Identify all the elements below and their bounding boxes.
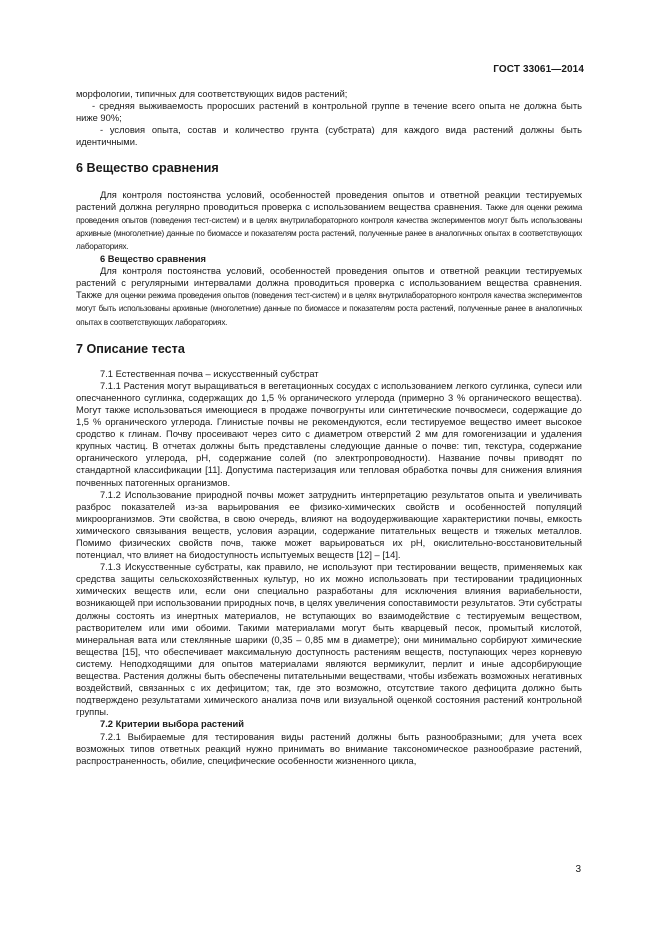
spacer bbox=[76, 175, 582, 189]
subsection-heading-7-2: 7.2 Критерии выбора растений bbox=[100, 719, 245, 730]
paragraph-7-1-1: 7.1.1 Растения могут выращиваться в вегетационных сосудах с использованием легкого суглинка, супеси или опесчаненного суглинка, содержащих до 1,5 % органического углерода (примерно 3 % органического вещества). Могут также использоваться имеющиеся в продаже почвогрунты или синтетические почвосмеси, содержащие до 1,5 % органического углерода. Глинистые почвы не рекомендуются, если тестируемое вещество имеет высокое сродство к глинам. Почву просеивают через сито с диаметром отверстий 2 мм для гомогенизации и удаления крупных частиц. В отчетах должны быть представлены следующие данные о почве: тип, текстура, содержание органического углерода, рН, содержание солей (по электропроводности). Название почвы приводят по стандартной классификации [11]. Допустима пастеризация или тепловая обработка почвы для снижения влияния почвенных патогенных организмов. bbox=[76, 380, 582, 488]
paragraph-morphology: морфологии, типичных для соответствующих видов растений; bbox=[76, 89, 348, 99]
section-heading-6-repeat: 6 Вещество сравнения bbox=[100, 254, 206, 265]
paragraph-7-2-1: 7.2.1 Выбираемые для тестирования виды растений должны быть разнообразными; для учета всех возможных типов ответных реакций нужно принимать во внимание таксономическое разнообразие растений, распространенность, обилие, специфические особенности жизненного цикла, bbox=[76, 731, 582, 766]
section-6-text-condensed: Также для оценки режима проведения опытов (поведения тест-систем) и в целях внутрилабораторного контроля качества экспериментов могут быть использованы архивные (многолетние) данные по биомассе и показателям роста растений, полученные ранее в аналогичных опытах в соответствующих лабораториях. bbox=[76, 202, 582, 251]
section-6-repeat-text-condensed: для оценки режима проведения опытов (поведения тест-систем) и в целях внутрилабораторного контроля качества экспериментов могут быть использованы архивные (многолетние) данные по биомассе и показателям роста растений, полученные ранее в аналогичных опытах в соответствующих лабораториях. bbox=[76, 291, 582, 327]
spacer bbox=[76, 329, 582, 343]
paragraph-survival: - средняя выживаемость проросших растений в контрольной группе в течение всего опыта не должна быть ниже 90%; bbox=[76, 101, 582, 124]
spacer bbox=[76, 148, 582, 162]
page-number: 3 bbox=[575, 864, 581, 875]
section-6-repeat-text-normal: Для контроля постоянства условий, особенностей проведения опытов и ответной реакции тестируемых растений с регулярными интервалами должна проводиться проверка с использованием вещества сравнения. Также bbox=[76, 266, 582, 301]
document-code-header: ГОСТ 33061—2014 bbox=[493, 64, 584, 75]
paragraph-conditions: - условия опыта, состав и количество грунта (субстрата) для каждого вида растений должны быть идентичными. bbox=[76, 125, 582, 148]
section-6-repeat-paragraph bbox=[76, 265, 582, 328]
paragraph-7-1-2: 7.1.2 Использование природной почвы может затруднить интерпретацию результатов опыта и увеличивать разброс показателей из-за варьирования ее физико-химических свойств и особенностей популяций микроорганизмов. Эти свойства, в свою очередь, влияют на водоудерживающие характеристики почвы, емкость химического связывания веществ, условия аэрации, содержание питательных веществ и тяжелых металлов. Помимо физических свойств почв, также может варьироваться их рН, окислительно-восстановительный потенциал, что влияет на биодоступность испытуемых веществ [12] – [14]. bbox=[76, 489, 582, 561]
subsection-7-1: 7.1 Естественная почва – искусственный субстрат bbox=[100, 368, 319, 379]
section-6-text-normal: Для контроля постоянства условий, особенностей проведения опытов и ответной реакции тестируемых растений должна регулярно проводиться проверка с использованием вещества сравнения. bbox=[76, 189, 582, 212]
spacer bbox=[76, 355, 582, 368]
section-heading-6: 6 Вещество сравнения bbox=[76, 161, 219, 176]
section-6-paragraph bbox=[76, 189, 582, 253]
paragraph-7-1-3: 7.1.3 Искусственные субстраты, как правило, не используют при тестировании веществ, применяемых как средства защиты сельскохозяйственных культур, но их можно использовать при тестировании традиционных химических веществ или, если они специально разработаны для исключения влияния вариабельности, возникающей при использовании природных почв, в целях увеличения сопоставимости результатов. Эти субстраты должны состоять из инертных материалов, не вступающих во взаимодействие с тестируемым веществом, растворителем или ими обоими. Такими материалами могут быть кварцевый песок, промытый кислотой, минеральная вата или стеклянные шарики (0,35 – 0,85 мм в диаметре); они минимально сорбируют химические вещества [15], что обеспечивает максимальную доступность растениям веществ, поступающих через корневую систему. Неподходящими для опытов материалами являются вермикулит, перлит и иные адсорбирующие вещества. Растения должны быть обеспечены питательными веществами, чтобы избежать возможных негативных воздействий, связанных с их дефицитом; так, где это возможно, отсутствие такого дефицита должно быть подтверждено результатами химического анализа почв или визуальной оценкой состояния растений контрольной группы. bbox=[76, 562, 582, 718]
page-body bbox=[76, 88, 582, 767]
section-heading-7: 7 Описание теста bbox=[76, 341, 185, 356]
